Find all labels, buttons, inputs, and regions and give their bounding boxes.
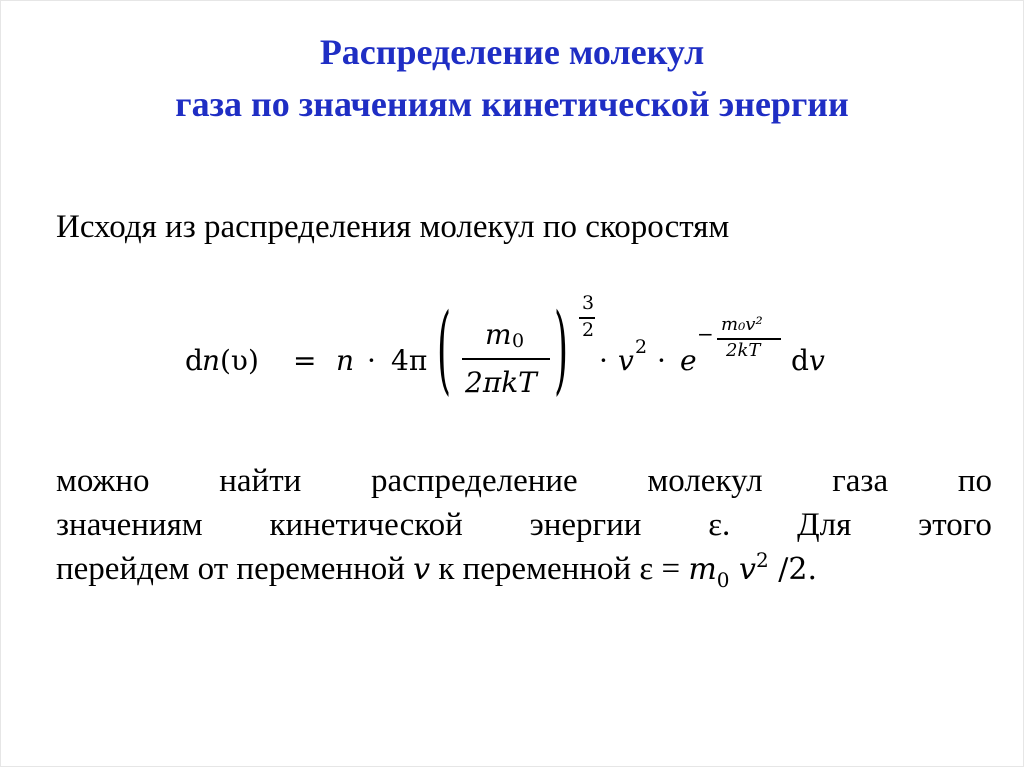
formula-right-paren: ) [554,294,569,406]
body-var-m-sub: 0 [716,568,730,592]
formula-e: e [680,344,697,377]
title-line-2: газа по значениям кинетической энергии [175,84,849,124]
formula-coef-n: n [336,344,355,377]
body-word: кинетической [269,507,463,543]
formula-frac-line [462,358,550,360]
formula-exp-num: 3 [582,292,595,314]
formula-v: v [618,344,634,377]
body-line-2 [56,503,992,547]
formula-d: d [185,344,203,377]
body-word: значениям [56,507,203,543]
title-line-1: Распределение молекул [319,32,705,72]
formula-exp-frac-num: m₀v² [721,314,763,335]
body-line-1 [56,459,992,503]
formula-exp-frac-den: 2kT [726,340,761,361]
body-word: распределение [371,463,578,499]
formula-dot-1: · [367,344,376,377]
body-line-3-end: /2. [768,552,817,587]
slide-title [0,26,1024,130]
body-var-v: v [413,552,431,587]
body-var-m: m [688,552,717,587]
formula-left-paren: ( [437,294,452,406]
formula-arg: (υ) [220,344,259,377]
body-paragraph [56,459,992,594]
body-word: можно [56,463,150,499]
formula-frac-den: 2πkT [465,366,537,399]
body-var-v2-sup: 2 [755,548,769,572]
formula-frac-num: m [485,318,512,351]
formula-dot-3: · [657,344,666,377]
formula-dot-2: · [599,344,608,377]
formula-equals: = [293,344,317,377]
formula-v-tail: v [809,344,825,377]
body-line-3-start: перейдем от переменной [56,551,414,587]
body-word: этого [918,507,992,543]
formula-n: n [202,344,221,377]
body-word: Для [797,507,852,543]
body-word: энергии [529,507,642,543]
body-word: газа [832,463,889,499]
body-line-3-mid: к переменной ε = [430,551,689,587]
body-line-3 [56,547,992,594]
maxwell-distribution-formula [185,292,885,416]
formula-exp-den: 2 [582,319,595,341]
formula-four-pi: 4π [391,344,428,377]
formula-d-tail: d [791,344,809,377]
intro-text: Исходя из распределения молекул по скоростям [56,209,730,245]
formula-frac-num-sub: 0 [512,330,525,352]
formula-exp-minus: − [697,322,714,346]
body-word: найти [219,463,302,499]
body-word: по [957,463,992,499]
body-word: молекул [647,463,763,499]
body-word: ε. [708,507,731,543]
formula-v-squared: 2 [635,336,648,358]
body-var-v2: v [729,552,756,587]
